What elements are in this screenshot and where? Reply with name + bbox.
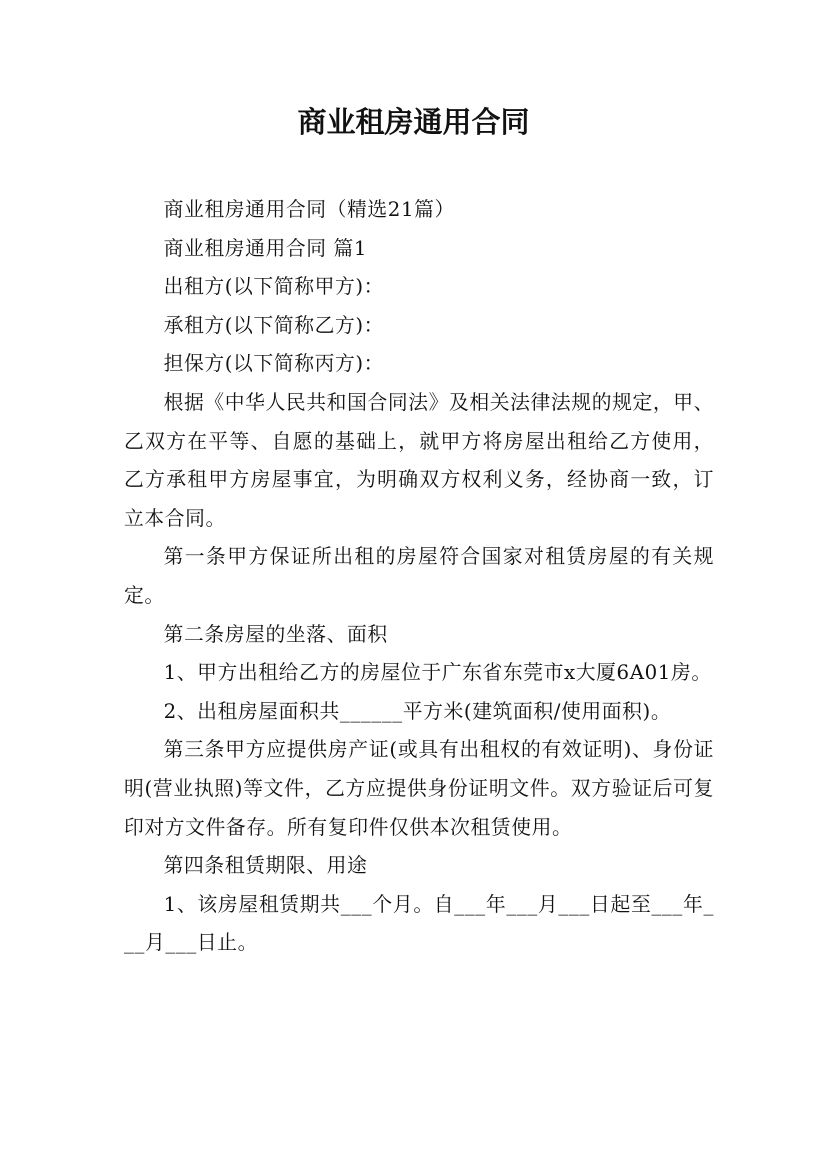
- paragraph-article-4: 第四条租赁期限、用途: [163, 854, 368, 878]
- paragraph-subtitle: 商业租房通用合同（精选21篇）: [163, 198, 455, 221]
- paragraph-article-2-item-1: 1、甲方出租给乙方的房屋位于广东省东莞市x大厦6A01房。: [163, 661, 712, 685]
- paragraph-guarantor: 担保方(以下简称丙方)：: [163, 352, 385, 376]
- paragraph-article-3: 第三条甲方应提供房产证(或具有出租权的有效证明)、身份证明(营业执照)等文件，乙方应提供身份证明文件。双方验证后可复印对方文件备存。所有复印件仅供本次租赁使用。: [124, 738, 714, 839]
- paragraph-lessee: 承租方(以下简称乙方)：: [163, 313, 385, 337]
- document-title: 商业租房通用合同: [297, 105, 530, 139]
- paragraph-lessor: 出租方(以下简称甲方)：: [163, 275, 385, 299]
- paragraph-preamble: 根据《中华人民共和国合同法》及相关法律法规的规定，甲、乙双方在平等、自愿的基础上，就甲方将房屋出租给乙方使用，乙方承租甲方房屋事宜，为明确双方权利义务，经协商一致，订立本合同。: [124, 390, 714, 530]
- paragraph-article-1: 第一条甲方保证所出租的房屋符合国家对租赁房屋的有关规定。: [124, 545, 714, 607]
- paragraph-section-heading: 商业租房通用合同 篇1: [163, 236, 368, 260]
- paragraph-article-2: 第二条房屋的坐落、面积: [163, 622, 388, 646]
- document-body: [124, 191, 714, 963]
- paragraph-article-4-item-1: 1、该房屋租赁期共___个月。自___年___月___日起至___年___月___日止。: [124, 892, 714, 955]
- paragraph-article-2-item-2: 2、出租房屋面积共______平方米(建筑面积/使用面积)。: [163, 699, 672, 723]
